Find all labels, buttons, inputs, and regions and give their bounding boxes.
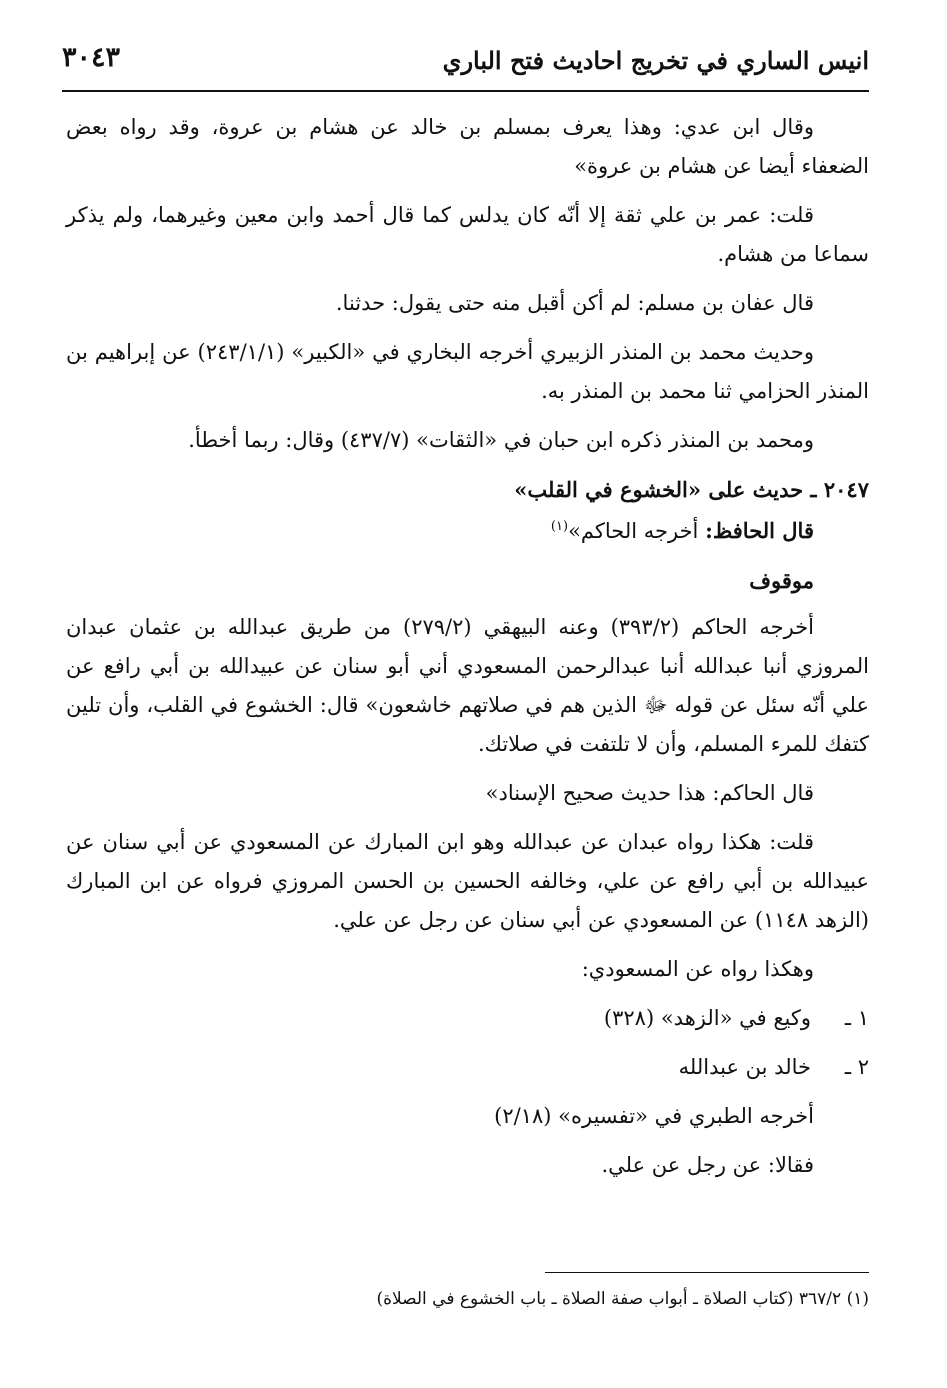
paragraph-qultu: قلت: هكذا رواه عبدان عن عبدالله وهو ابن المبارك عن المسعودي عن أبي سنان عن عبيدالله بن أبي رافع عن علي، وخالفه الحسين بن الحسن المروزي فرواه عن ابن المبارك (الزهد ١١٤٨) عن المسعودي عن أبي سنان عن رجل عن علي. xyxy=(66,830,869,932)
hafiz-line xyxy=(66,511,814,551)
paragraph-umar-ibn-ali: قلت: عمر بن علي ثقة إلا أنّه كان يدلس كما قال أحمد وابن معين وغيرهما، ولم يذكر سماعا من هشام. xyxy=(66,203,869,266)
list-number: ٢ ـ xyxy=(844,1055,869,1079)
list-item xyxy=(66,1048,869,1087)
paragraph-ibn-hibban: ومحمد بن المنذر ذكره ابن حبان في «الثقات» (٤٣٧/٧) وقال: ربما أخطأ. xyxy=(188,428,814,452)
paragraph-conclusion: فقالا: عن رجل عن علي. xyxy=(601,1153,814,1177)
page-number: ٣٠٤٣ xyxy=(62,42,121,73)
hafiz-text: أخرجه الحاكم» xyxy=(568,519,706,543)
running-title: انيس الساري في تخريج احاديث فتح الباري xyxy=(442,46,869,75)
list-text: وكيع في «الزهد» (٣٢٨) xyxy=(603,1006,811,1030)
paragraph-bukhari-kabir: وحديث محمد بن المنذر الزبيري أخرجه البخاري في «الكبير» (٢٤٣/١/١) عن إبراهيم بن المنذر الحزامي ثنا محمد بن المنذر به. xyxy=(66,340,869,403)
mawquf-heading: موقوف xyxy=(749,568,814,593)
hafiz-label: قال الحافظ: xyxy=(705,518,814,543)
hadith-heading: ٢٠٤٧ ـ حديث على «الخشوع في القلب» xyxy=(514,477,869,502)
header-rule xyxy=(62,90,869,92)
paragraph-affan: قال عفان بن مسلم: لم أكن أقبل منه حتى يقول: حدثنا. xyxy=(335,291,814,315)
paragraph-hakim-grading: قال الحاكم: هذا حديث صحيح الإسناد» xyxy=(485,781,814,805)
paragraph-ibn-adi: وقال ابن عدي: وهذا يعرف بمسلم بن خالد عن هشام بن عروة، وقد رواه بعض الضعفاء أيضا عن هشام بن عروة» xyxy=(66,115,869,178)
paragraph-narrators-intro: وهكذا رواه عن المسعودي: xyxy=(581,957,814,981)
list-text: خالد بن عبدالله xyxy=(678,1055,811,1079)
footnote-rule xyxy=(545,1272,869,1273)
list-item xyxy=(66,999,869,1038)
list-number: ١ ـ xyxy=(844,1006,869,1030)
footnote-ref: (١) xyxy=(550,519,569,534)
paragraph-hakim-takhrij: أخرجه الحاكم (٣٩٣/٢) وعنه البيهقي (٢٧٩/٢) من طريق عبدالله بن عثمان عبدان المروزي أنبا عبدالله أنبا عبدالرحمن المسعودي أني أبو سنان عن عبيدالله بن أبي رافع عن علي أنّه سئل عن قوله ﷻ الذين هم في صلاتهم خاشعون» قال: الخشوع في القلب، وأن تلين كتفك للمرء المسلم، وأن لا تلتفت في صلاتك. xyxy=(66,615,869,756)
footnote: (١) ٣٦٧/٢ (كتاب الصلاة ـ أبواب صفة الصلاة ـ باب الخشوع في الصلاة) xyxy=(376,1289,869,1309)
page-header xyxy=(62,38,869,82)
paragraph-tabari: أخرجه الطبري في «تفسيره» (٢/١٨) xyxy=(494,1104,814,1128)
page-body xyxy=(66,108,869,1195)
